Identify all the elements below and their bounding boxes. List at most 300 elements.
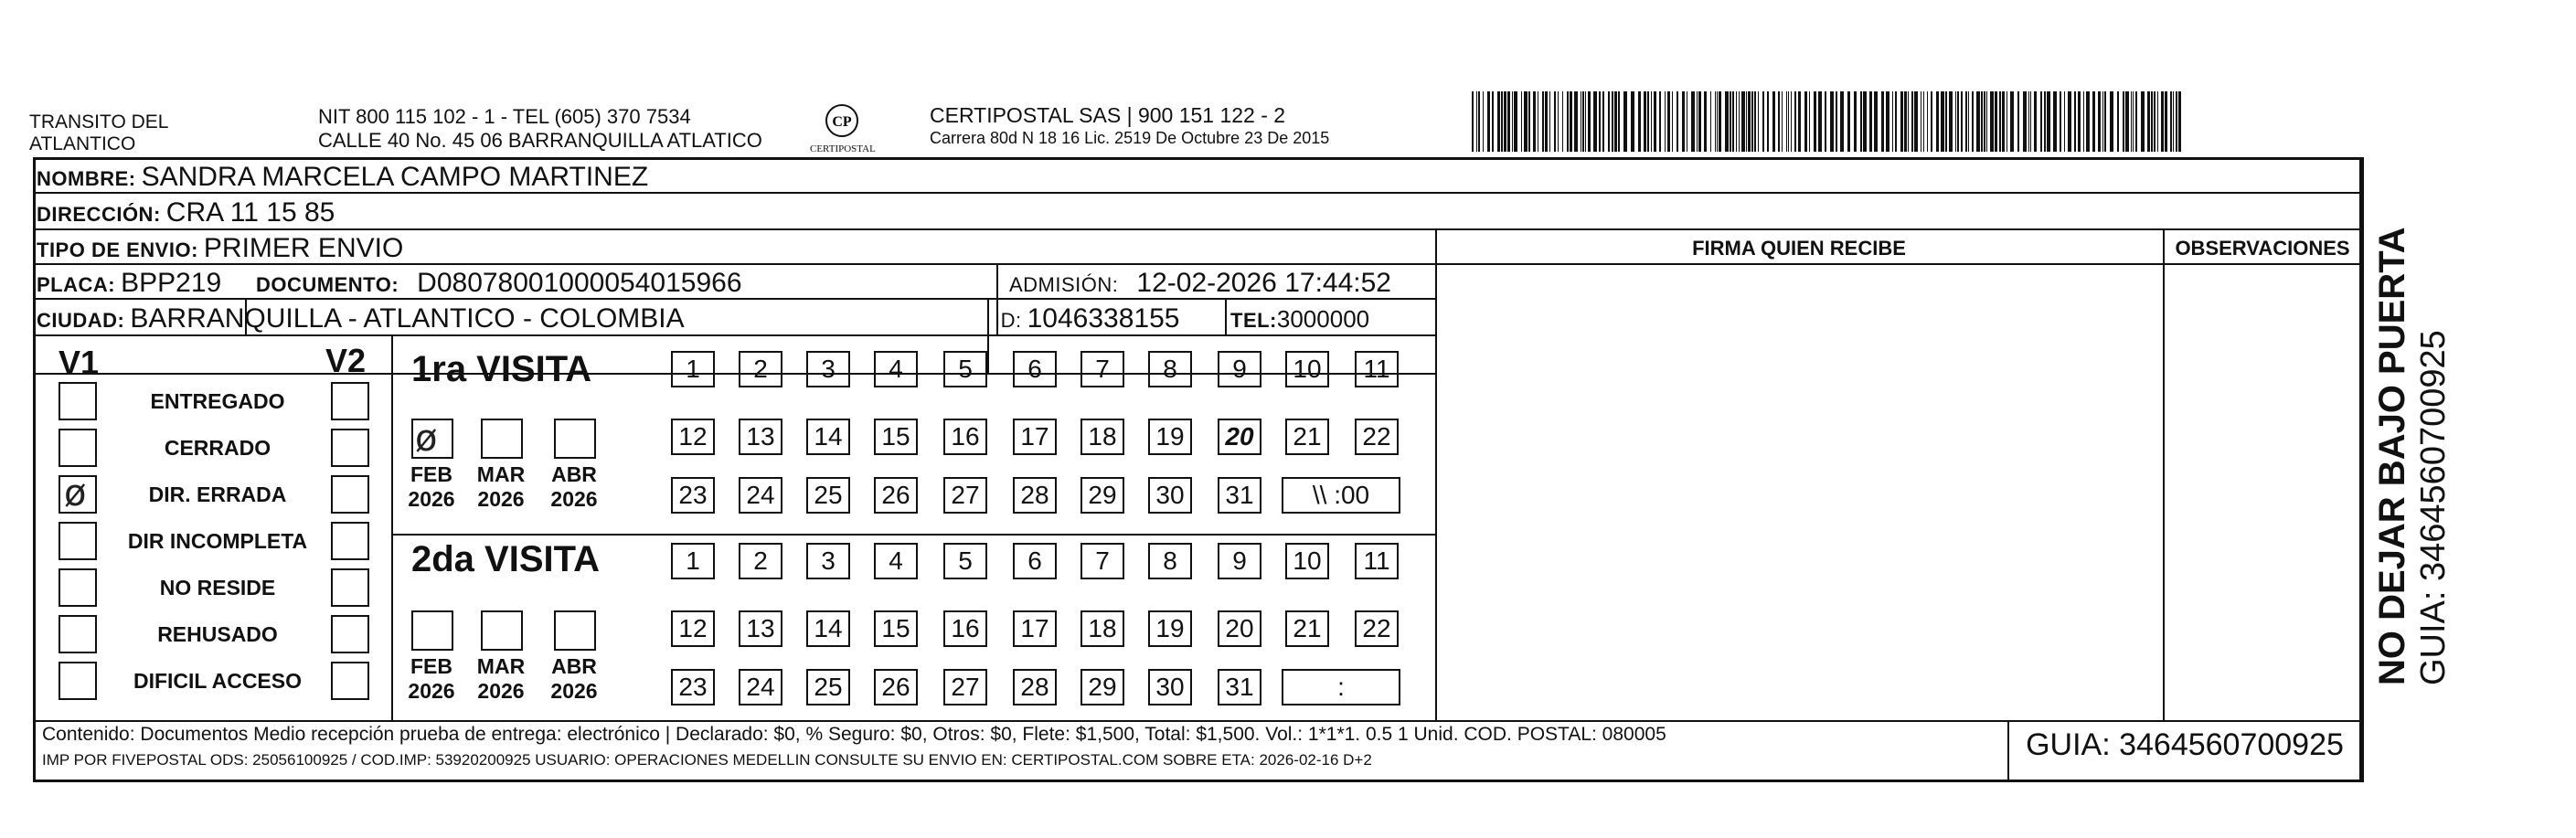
v2-checkbox-dir-incompleta[interactable] <box>331 522 369 560</box>
first-visit-month-label-feb: FEB 2026 <box>408 462 455 511</box>
barcode-bar <box>1478 91 1480 152</box>
first-visit-day-16[interactable]: 16 <box>943 419 987 455</box>
second-visit-day-2[interactable]: 2 <box>739 543 782 579</box>
second-visit-day-28[interactable]: 28 <box>1013 669 1057 705</box>
barcode-bar <box>2117 91 2119 152</box>
first-visit-month-label-abr: ABR 2026 <box>550 462 598 511</box>
barcode-bar <box>1804 91 1807 152</box>
barcode-bar <box>1542 91 1544 152</box>
second-visit-day-12[interactable]: 12 <box>671 610 715 647</box>
barcode-bar <box>2125 91 2129 152</box>
barcode-bar <box>2023 91 2027 152</box>
first-visit-day-31[interactable]: 31 <box>1218 477 1261 514</box>
observations-area[interactable] <box>2166 267 2360 718</box>
barcode-bar <box>2017 91 2019 152</box>
direccion-row <box>37 197 335 228</box>
barcode-bar <box>1599 91 1601 152</box>
barcode-bar <box>2047 91 2050 152</box>
barcode-bar <box>2092 91 2095 152</box>
barcode-bar <box>1874 91 1878 152</box>
v1-header: V1 <box>59 344 100 381</box>
barcode-bar <box>1512 91 1513 152</box>
barcode-bar <box>2086 91 2090 152</box>
first-visit-day-15[interactable]: 15 <box>874 419 918 455</box>
barcode-bar <box>2123 91 2124 152</box>
barcode-bar <box>1567 91 1569 152</box>
second-visit-day-30[interactable]: 30 <box>1148 669 1192 705</box>
barcode-bar <box>2104 91 2106 152</box>
tel-value: 3000000 <box>1276 305 1370 333</box>
barcode-bar <box>2141 91 2145 152</box>
first-visit-day-24[interactable]: 24 <box>739 477 782 514</box>
ciudad-label: CIUDAD: <box>37 309 125 332</box>
barcode-bar <box>1772 91 1775 152</box>
barcode-bar <box>1955 91 1956 152</box>
barcode-bar <box>2178 91 2181 152</box>
sender-info <box>318 105 762 153</box>
barcode-bar <box>1936 91 1939 152</box>
barcode-bar <box>1788 91 1789 152</box>
barcode-bar <box>1558 91 1559 152</box>
no-dejar-warning: NO DEJAR BAJO PUERTA <box>2372 227 2412 685</box>
v2-checkbox-dir-errada[interactable] <box>331 475 369 514</box>
second-visit-day-15[interactable]: 15 <box>874 610 918 647</box>
first-visit-day-7[interactable]: 7 <box>1080 351 1124 387</box>
certipostal-logo <box>810 102 874 154</box>
barcode-bar <box>1748 91 1751 152</box>
logo-icon <box>824 102 860 139</box>
barcode-bar <box>1659 91 1661 152</box>
barcode-bar <box>1476 91 1477 152</box>
sender-address: CALLE 40 No. 45 06 BARRANQUILLA ATLATICO <box>318 129 762 152</box>
v1-checkbox-dificil-acceso[interactable] <box>59 662 97 700</box>
barcode-bar <box>1521 91 1522 152</box>
first-visit-day-28[interactable]: 28 <box>1013 477 1057 514</box>
documento-field <box>256 268 742 299</box>
second-visit-month-box-feb[interactable] <box>411 610 453 651</box>
barcode-bar <box>2053 91 2057 152</box>
nombre-label: NOMBRE: <box>37 167 136 190</box>
footer-guia: GUIA: 3464560700925 <box>2026 727 2344 762</box>
carrier-license: Carrera 80d N 18 16 Lic. 2519 De Octubre 23 De 2015 <box>930 129 1330 147</box>
barcode-bar <box>1524 91 1528 152</box>
footer-contenido: Contenido: Documentos Medio recepción prueba de entrega: electrónico | Declarado: $0, % Seguro: $0, Otros: $0, Flete: $1,500, Total: $1,500. Vol.: 1*1*1. 0.5 1 Unid. COD. POSTAL: 080005 <box>42 724 1666 745</box>
barcode-bar <box>1644 91 1646 152</box>
firma-header: FIRMA QUIEN RECIBE <box>1692 237 1906 260</box>
barcode-bar <box>1665 91 1666 152</box>
svg-text:CP: CP <box>832 114 852 130</box>
second-visit-day-11[interactable]: 11 <box>1355 543 1399 579</box>
first-visit-day-18[interactable]: 18 <box>1080 419 1124 455</box>
barcode-bar <box>1900 91 1903 152</box>
barcode-bar <box>1904 91 1907 152</box>
barcode-bar <box>1698 91 1701 152</box>
barcode-bar <box>1593 91 1597 152</box>
org-name <box>29 111 168 155</box>
barcode-bar <box>1725 91 1729 152</box>
observaciones-header: OBSERVACIONES <box>2175 237 2350 260</box>
barcode-bar <box>2110 91 2113 152</box>
v2-checkbox-rehusado[interactable] <box>331 615 369 653</box>
second-visit-day-19[interactable]: 19 <box>1148 610 1192 647</box>
barcode-bar <box>1945 91 1947 152</box>
v1-checkbox-no-reside[interactable] <box>59 568 97 607</box>
barcode-bar <box>1730 91 1731 152</box>
first-visit-month-label-mar: MAR 2026 <box>476 462 526 511</box>
barcode-bar <box>1677 91 1678 152</box>
direccion-value: CRA 11 15 85 <box>165 197 335 228</box>
barcode-bar <box>1754 91 1756 152</box>
barcode-bar <box>1483 91 1484 152</box>
second-visit-title: 2da VISITA <box>411 539 600 579</box>
v1-checkbox-dir-incompleta[interactable] <box>59 522 97 560</box>
id-value: 1046338155 <box>1027 303 1180 334</box>
barcode-bar <box>1986 91 1987 152</box>
barcode-bar <box>1654 91 1656 152</box>
barcode-bar <box>1818 91 1822 152</box>
status-label-dificil-acceso: DIFICIL ACCESO <box>133 669 302 693</box>
first-visit-title: 1ra VISITA <box>411 349 592 389</box>
barcode-bar <box>1647 91 1649 152</box>
tipo-envio-label: TIPO DE ENVIO: <box>37 239 198 261</box>
second-visit-day-31[interactable]: 31 <box>1218 669 1261 705</box>
second-visit-month-box-mar[interactable] <box>481 610 523 651</box>
second-visit-month-label-feb: FEB 2026 <box>408 654 455 703</box>
first-visit-day-14[interactable]: 14 <box>806 419 850 455</box>
barcode-bar <box>1984 91 1985 152</box>
ciudad-value: BARRANQUILLA - ATLANTICO - COLOMBIA <box>130 303 685 334</box>
barcode-bar <box>1778 91 1780 152</box>
barcode-bar <box>1908 91 1909 152</box>
barcode-bar <box>1574 91 1578 152</box>
second-visit-day-8[interactable]: 8 <box>1148 543 1192 579</box>
barcode-bar <box>1809 91 1810 152</box>
placa-value: BPP219 <box>121 268 222 298</box>
barcode-bar <box>1497 91 1500 152</box>
barcode-bar <box>1717 91 1718 152</box>
second-visit-day-4[interactable]: 4 <box>874 543 918 579</box>
first-visit-day-1[interactable]: 1 <box>671 351 715 387</box>
barcode-bar <box>2154 91 2156 152</box>
barcode-bar <box>1582 91 1584 152</box>
barcode-bar <box>1892 91 1893 152</box>
carrier-info <box>930 102 1329 148</box>
barcode-bar <box>1514 91 1517 152</box>
barcode-bar <box>2064 91 2065 152</box>
second-visit-month-label-mar: MAR 2026 <box>476 654 526 703</box>
barcode-bar <box>1886 91 1889 152</box>
barcode-bar <box>1570 91 1572 152</box>
barcode-bar <box>1957 91 1959 152</box>
barcode-bar <box>2151 91 2153 152</box>
barcode-bar <box>1638 91 1641 152</box>
second-visit-day-18[interactable]: 18 <box>1080 610 1124 647</box>
id-field <box>995 303 1179 334</box>
direccion-label: DIRECCIÓN: <box>37 203 161 226</box>
status-label-no-reside: NO RESIDE <box>159 576 276 599</box>
first-visit-day-9[interactable]: 9 <box>1218 351 1261 387</box>
admision-label: ADMISIÓN: <box>1009 273 1119 296</box>
org-line-2: ATLANTICO <box>29 133 136 154</box>
barcode-bar <box>1791 91 1792 152</box>
barcode-bar <box>2010 91 2014 152</box>
barcode-bar <box>1895 91 1897 152</box>
first-visit-day-12[interactable]: 12 <box>671 419 715 455</box>
barcode-bar <box>1782 91 1783 152</box>
barcode-bar <box>1732 91 1734 152</box>
v1-checkbox-entregado[interactable] <box>59 382 97 420</box>
barcode-bar <box>1710 91 1711 152</box>
barcode-bar <box>1554 91 1556 152</box>
admision-value: 12-02-2026 17:44:52 <box>1136 268 1391 298</box>
barcode-bar <box>1501 91 1503 152</box>
first-visit-month-box-abr[interactable] <box>554 419 596 459</box>
barcode-bar <box>2078 91 2081 152</box>
barcode-bar <box>1927 91 1928 152</box>
tipo-envio-row <box>37 233 403 264</box>
second-visit-day-22[interactable]: 22 <box>1355 610 1399 647</box>
first-visit-day-6[interactable]: 6 <box>1013 351 1057 387</box>
first-visit-day-10[interactable]: 10 <box>1285 351 1329 387</box>
status-label-dir-errada: DIR. ERRADA <box>148 483 287 506</box>
documento-label: DOCUMENTO: <box>256 273 399 296</box>
second-visit-day-6[interactable]: 6 <box>1013 543 1057 579</box>
nit-line: NIT 800 115 102 - 1 - TEL (605) 370 7534 <box>318 105 691 128</box>
barcode-bar <box>1830 91 1834 152</box>
barcode-bar <box>1758 91 1759 152</box>
barcode-bar <box>1976 91 1980 152</box>
barcode-bar <box>1798 91 1801 152</box>
admision-field <box>1009 268 1391 299</box>
status-label-cerrado: CERRADO <box>164 436 271 460</box>
barcode-bar <box>2040 91 2042 152</box>
status-label-dir-incompleta: DIR INCOMPLETA <box>127 529 308 553</box>
barcode-bar <box>2044 91 2046 152</box>
barcode-bar <box>1995 91 1997 152</box>
barcode-bar <box>1968 91 1969 152</box>
first-visit-day-3[interactable]: 3 <box>806 351 850 387</box>
barcode-bar <box>2030 91 2031 152</box>
barcode-bar <box>1691 91 1695 152</box>
barcode-bar <box>1667 91 1670 152</box>
barcode-bar <box>1487 91 1490 152</box>
barcode-bar <box>1814 91 1816 152</box>
barcode-bar <box>2034 91 2037 152</box>
second-visit-month-box-abr[interactable] <box>554 610 596 651</box>
barcode-bar <box>1961 91 1963 152</box>
barcode-bar <box>1704 91 1707 152</box>
barcode-bar <box>1618 91 1620 152</box>
barcode-bar <box>1504 91 1506 152</box>
barcode-bar <box>1608 91 1610 152</box>
barcode-bar <box>1863 91 1867 152</box>
tel-label: TEL: <box>1230 309 1277 332</box>
org-line-1: TRANSITO DEL <box>29 111 169 133</box>
second-visit-day-23[interactable]: 23 <box>671 669 715 705</box>
barcode-bar <box>1746 91 1747 152</box>
barcode-bar <box>2161 91 2164 152</box>
first-visit-day-13[interactable]: 13 <box>739 419 782 455</box>
barcode-bar <box>1965 91 1967 152</box>
status-label-entregado: ENTREGADO <box>150 389 285 413</box>
barcode-bar <box>2173 91 2174 152</box>
first-visit-day-5[interactable]: 5 <box>943 351 987 387</box>
status-label-rehusado: REHUSADO <box>157 622 278 646</box>
first-visit-time-box[interactable]: \\ :00 <box>1282 477 1400 514</box>
second-visit-day-13[interactable]: 13 <box>739 610 782 647</box>
barcode-bar <box>1472 91 1474 152</box>
barcode-bar <box>1739 91 1740 152</box>
v2-checkbox-no-reside[interactable] <box>331 568 369 607</box>
v1-checkbox-rehusado[interactable] <box>59 615 97 653</box>
barcode-bar <box>2102 91 2103 152</box>
barcode-bar <box>1602 91 1604 152</box>
barcode-bar <box>1507 91 1510 152</box>
side-guia: GUIA: 3464560700925 <box>2414 330 2453 685</box>
second-visit-day-17[interactable]: 17 <box>1013 610 1057 647</box>
barcode-bar <box>1794 91 1796 152</box>
barcode-bar <box>1623 91 1627 152</box>
ciudad-row <box>37 303 685 334</box>
second-visit-day-14[interactable]: 14 <box>806 610 850 647</box>
v2-header: V2 <box>325 342 367 379</box>
barcode-bar <box>2157 91 2158 152</box>
second-visit-day-24[interactable]: 24 <box>739 669 782 705</box>
second-visit-day-29[interactable]: 29 <box>1080 669 1124 705</box>
barcode-bar <box>2135 91 2137 152</box>
barcode-bar <box>1825 91 1826 152</box>
tipo-envio-value: PRIMER ENVIO <box>203 233 404 263</box>
barcode-bar <box>1941 91 1944 152</box>
carrier-name: CERTIPOSTAL SAS | 900 151 122 - 2 <box>930 103 1286 127</box>
barcode-bar <box>1741 91 1745 152</box>
second-visit-day-10[interactable]: 10 <box>1285 543 1329 579</box>
first-visit-day-17[interactable]: 17 <box>1013 419 1057 455</box>
first-visit-day-23[interactable]: 23 <box>671 477 715 514</box>
barcode-bar <box>1545 91 1548 152</box>
nombre-value: SANDRA MARCELA CAMPO MARTINEZ <box>141 162 649 192</box>
barcode-bar <box>1949 91 1953 152</box>
first-visit-day-4[interactable]: 4 <box>874 351 918 387</box>
v1-handwritten-mark: ø <box>64 472 87 514</box>
barcode-bar <box>1914 91 1918 152</box>
barcode-bar <box>1585 91 1586 152</box>
barcode-bar <box>1836 91 1837 152</box>
barcode-bar <box>1549 91 1550 152</box>
barcode-bar <box>1990 91 1994 152</box>
barcode-bar <box>1847 91 1850 152</box>
signature-area[interactable] <box>1439 267 2161 718</box>
first-visit-day-19[interactable]: 19 <box>1148 419 1192 455</box>
second-visit-day-3[interactable]: 3 <box>806 543 850 579</box>
barcode-bar <box>1715 91 1716 152</box>
second-visit-day-16[interactable]: 16 <box>943 610 987 647</box>
barcode-bar <box>1840 91 1844 152</box>
barcode-bar <box>1854 91 1857 152</box>
first-visit-day-29[interactable]: 29 <box>1080 477 1124 514</box>
barcode-bar <box>1762 91 1764 152</box>
second-visit-day-1[interactable]: 1 <box>671 543 715 579</box>
first-visit-month-mark: ø <box>415 418 438 460</box>
barcode-bar <box>1697 91 1698 152</box>
v2-checkbox-entregado[interactable] <box>331 382 369 420</box>
barcode-bar <box>1631 91 1634 152</box>
placa-field <box>37 268 221 299</box>
second-visit-day-21[interactable]: 21 <box>1285 610 1329 647</box>
barcode-bar <box>1528 91 1530 152</box>
barcode-bar <box>2131 91 2132 152</box>
first-visit-day-30[interactable]: 30 <box>1148 477 1192 514</box>
barcode-bar <box>1767 91 1769 152</box>
barcode-bar <box>2068 91 2071 152</box>
barcode-bar <box>2098 91 2101 152</box>
first-visit-day-21[interactable]: 21 <box>1285 419 1329 455</box>
second-visit-day-7[interactable]: 7 <box>1080 543 1124 579</box>
second-visit-day-9[interactable]: 9 <box>1218 543 1261 579</box>
barcode-bar <box>2165 91 2167 152</box>
barcode-bar <box>1972 91 1974 152</box>
barcode-bar <box>2002 91 2005 152</box>
barcode-bar <box>2074 91 2076 152</box>
first-visit-day-11[interactable]: 11 <box>1355 351 1399 387</box>
v1-checkbox-cerrado[interactable] <box>59 429 97 467</box>
barcode-bar <box>2083 91 2084 152</box>
side-text <box>2371 174 2454 685</box>
barcode-bar <box>1931 91 1932 152</box>
barcode-bar <box>1562 91 1563 152</box>
second-visit-month-label-abr: ABR 2026 <box>550 654 598 703</box>
first-visit-day-26[interactable]: 26 <box>874 477 918 514</box>
first-visit-day-25[interactable]: 25 <box>806 477 850 514</box>
placa-label: PLACA: <box>37 273 116 296</box>
second-visit-day-27[interactable]: 27 <box>943 669 987 705</box>
barcode-bar <box>1533 91 1536 152</box>
barcode-bar <box>1786 91 1787 152</box>
barcode-bar <box>1736 91 1737 152</box>
first-visit-day-27[interactable]: 27 <box>943 477 987 514</box>
barcode-bar <box>2176 91 2177 152</box>
second-visit-day-26[interactable]: 26 <box>874 669 918 705</box>
barcode-bar <box>1719 91 1721 152</box>
barcode-bar <box>1588 91 1591 152</box>
barcode-bar <box>1614 91 1617 152</box>
first-visit-month-box-mar[interactable] <box>481 419 523 459</box>
v2-checkbox-dificil-acceso[interactable] <box>331 662 369 700</box>
barcode-bar <box>2147 91 2150 152</box>
first-visit-day-2[interactable]: 2 <box>739 351 782 387</box>
second-visit-day-25[interactable]: 25 <box>806 669 850 705</box>
barcode-bar <box>1751 91 1753 152</box>
v2-checkbox-cerrado[interactable] <box>331 429 369 467</box>
footer-imp: IMP POR FIVEPOSTAL ODS: 25056100925 / COD.IMP: 53920200925 USUARIO: OPERACIONES MEDELLIN CONSULTE SU ENVIO EN: CERTIPOSTAL.COM SOBRE ETA: 2026-02-16 D+2 <box>42 751 1372 769</box>
barcode-bar <box>1492 91 1494 152</box>
documento-value: D08078001000054015966 <box>417 268 742 298</box>
tel-field <box>1230 305 1369 334</box>
barcode-bar <box>1651 91 1652 152</box>
second-visit-time-box[interactable]: : <box>1282 669 1400 705</box>
first-visit-day-20[interactable]: 20 <box>1218 419 1261 455</box>
barcode-bar <box>1682 91 1685 152</box>
barcode-bar <box>1923 91 1924 152</box>
second-visit-day-5[interactable]: 5 <box>943 543 987 579</box>
id-label: ID: <box>995 309 1022 332</box>
first-visit-day-8[interactable]: 8 <box>1148 351 1192 387</box>
barcode-bar <box>2060 91 2061 152</box>
second-visit-day-20[interactable]: 20 <box>1218 610 1261 647</box>
logo-text: CERTIPOSTAL <box>810 143 876 154</box>
first-visit-day-22[interactable]: 22 <box>1355 419 1399 455</box>
barcode-bar <box>1672 91 1673 152</box>
